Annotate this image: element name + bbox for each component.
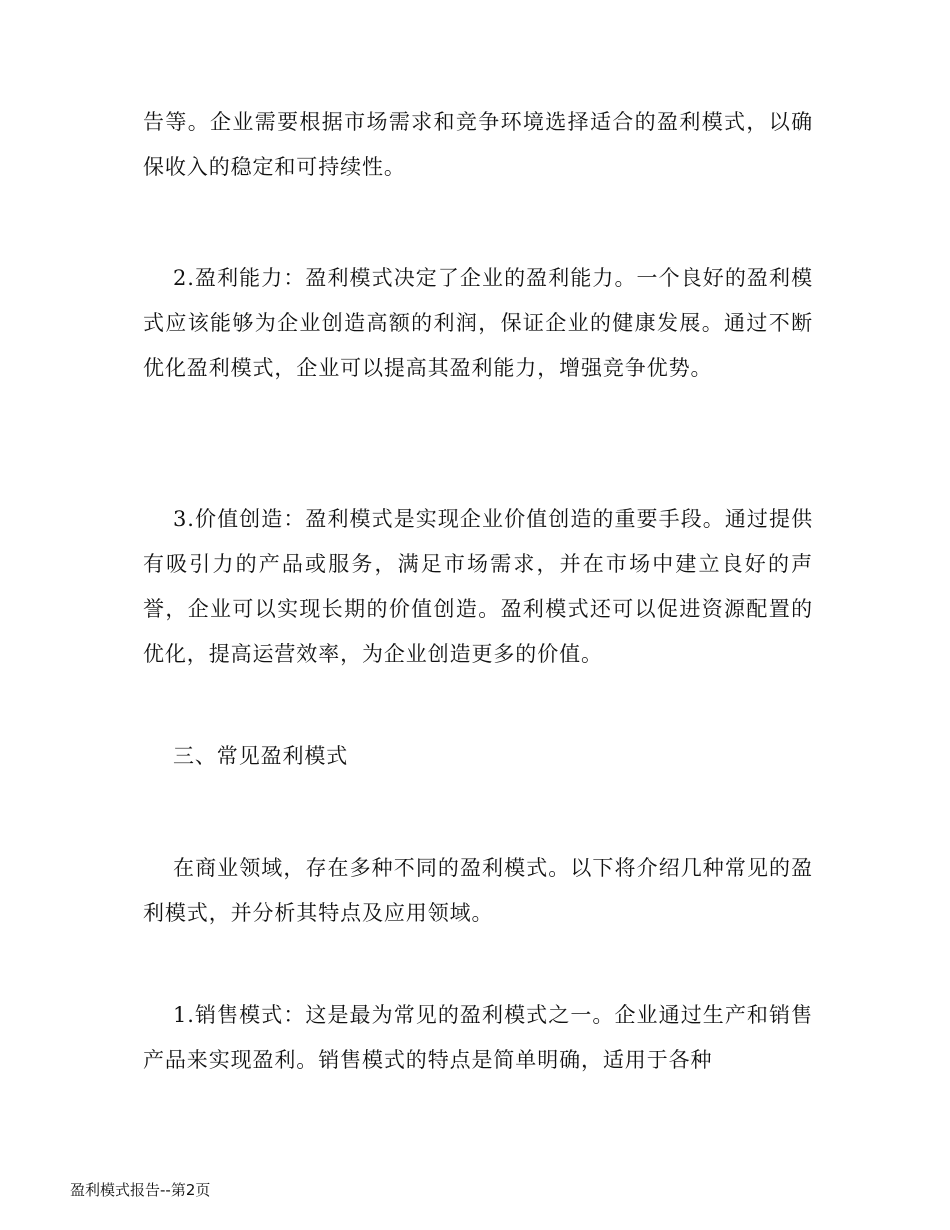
paragraph-value-creation: 3.价值创造：盈利模式是实现企业价值创造的重要手段。通过提供有吸引力的产品或服务，满足市场需求，并在市场中建立良好的声誉，企业可以实现长期的价值创造。盈利模式还可以促进资源配置的优化，提高运营效率，为企业创造更多的价值。 [143,507,813,666]
paragraph-sales-model: 1.销售模式：这是最为常见的盈利模式之一。企业通过生产和销售产品来实现盈利。销售模式的特点是简单明确，适用于各种 [143,1003,813,1072]
paragraph-profitability: 2.盈利能力：盈利模式决定了企业的盈利能力。一个良好的盈利模式应该能够为企业创造高额的利润，保证企业的健康发展。通过不断优化盈利模式，企业可以提高其盈利能力，增强竞争优势。 [143,266,813,380]
page-footer: 盈利模式报告--第2页 [70,1181,211,1199]
paragraph-intro: 在商业领域，存在多种不同的盈利模式。以下将介绍几种常见的盈利模式，并分析其特点及应用领域。 [143,856,813,925]
section-heading: 三、常见盈利模式 [173,744,349,768]
paragraph-continuation: 告等。企业需要根据市场需求和竞争环境选择适合的盈利模式，以确保收入的稳定和可持续性。 [143,110,813,179]
